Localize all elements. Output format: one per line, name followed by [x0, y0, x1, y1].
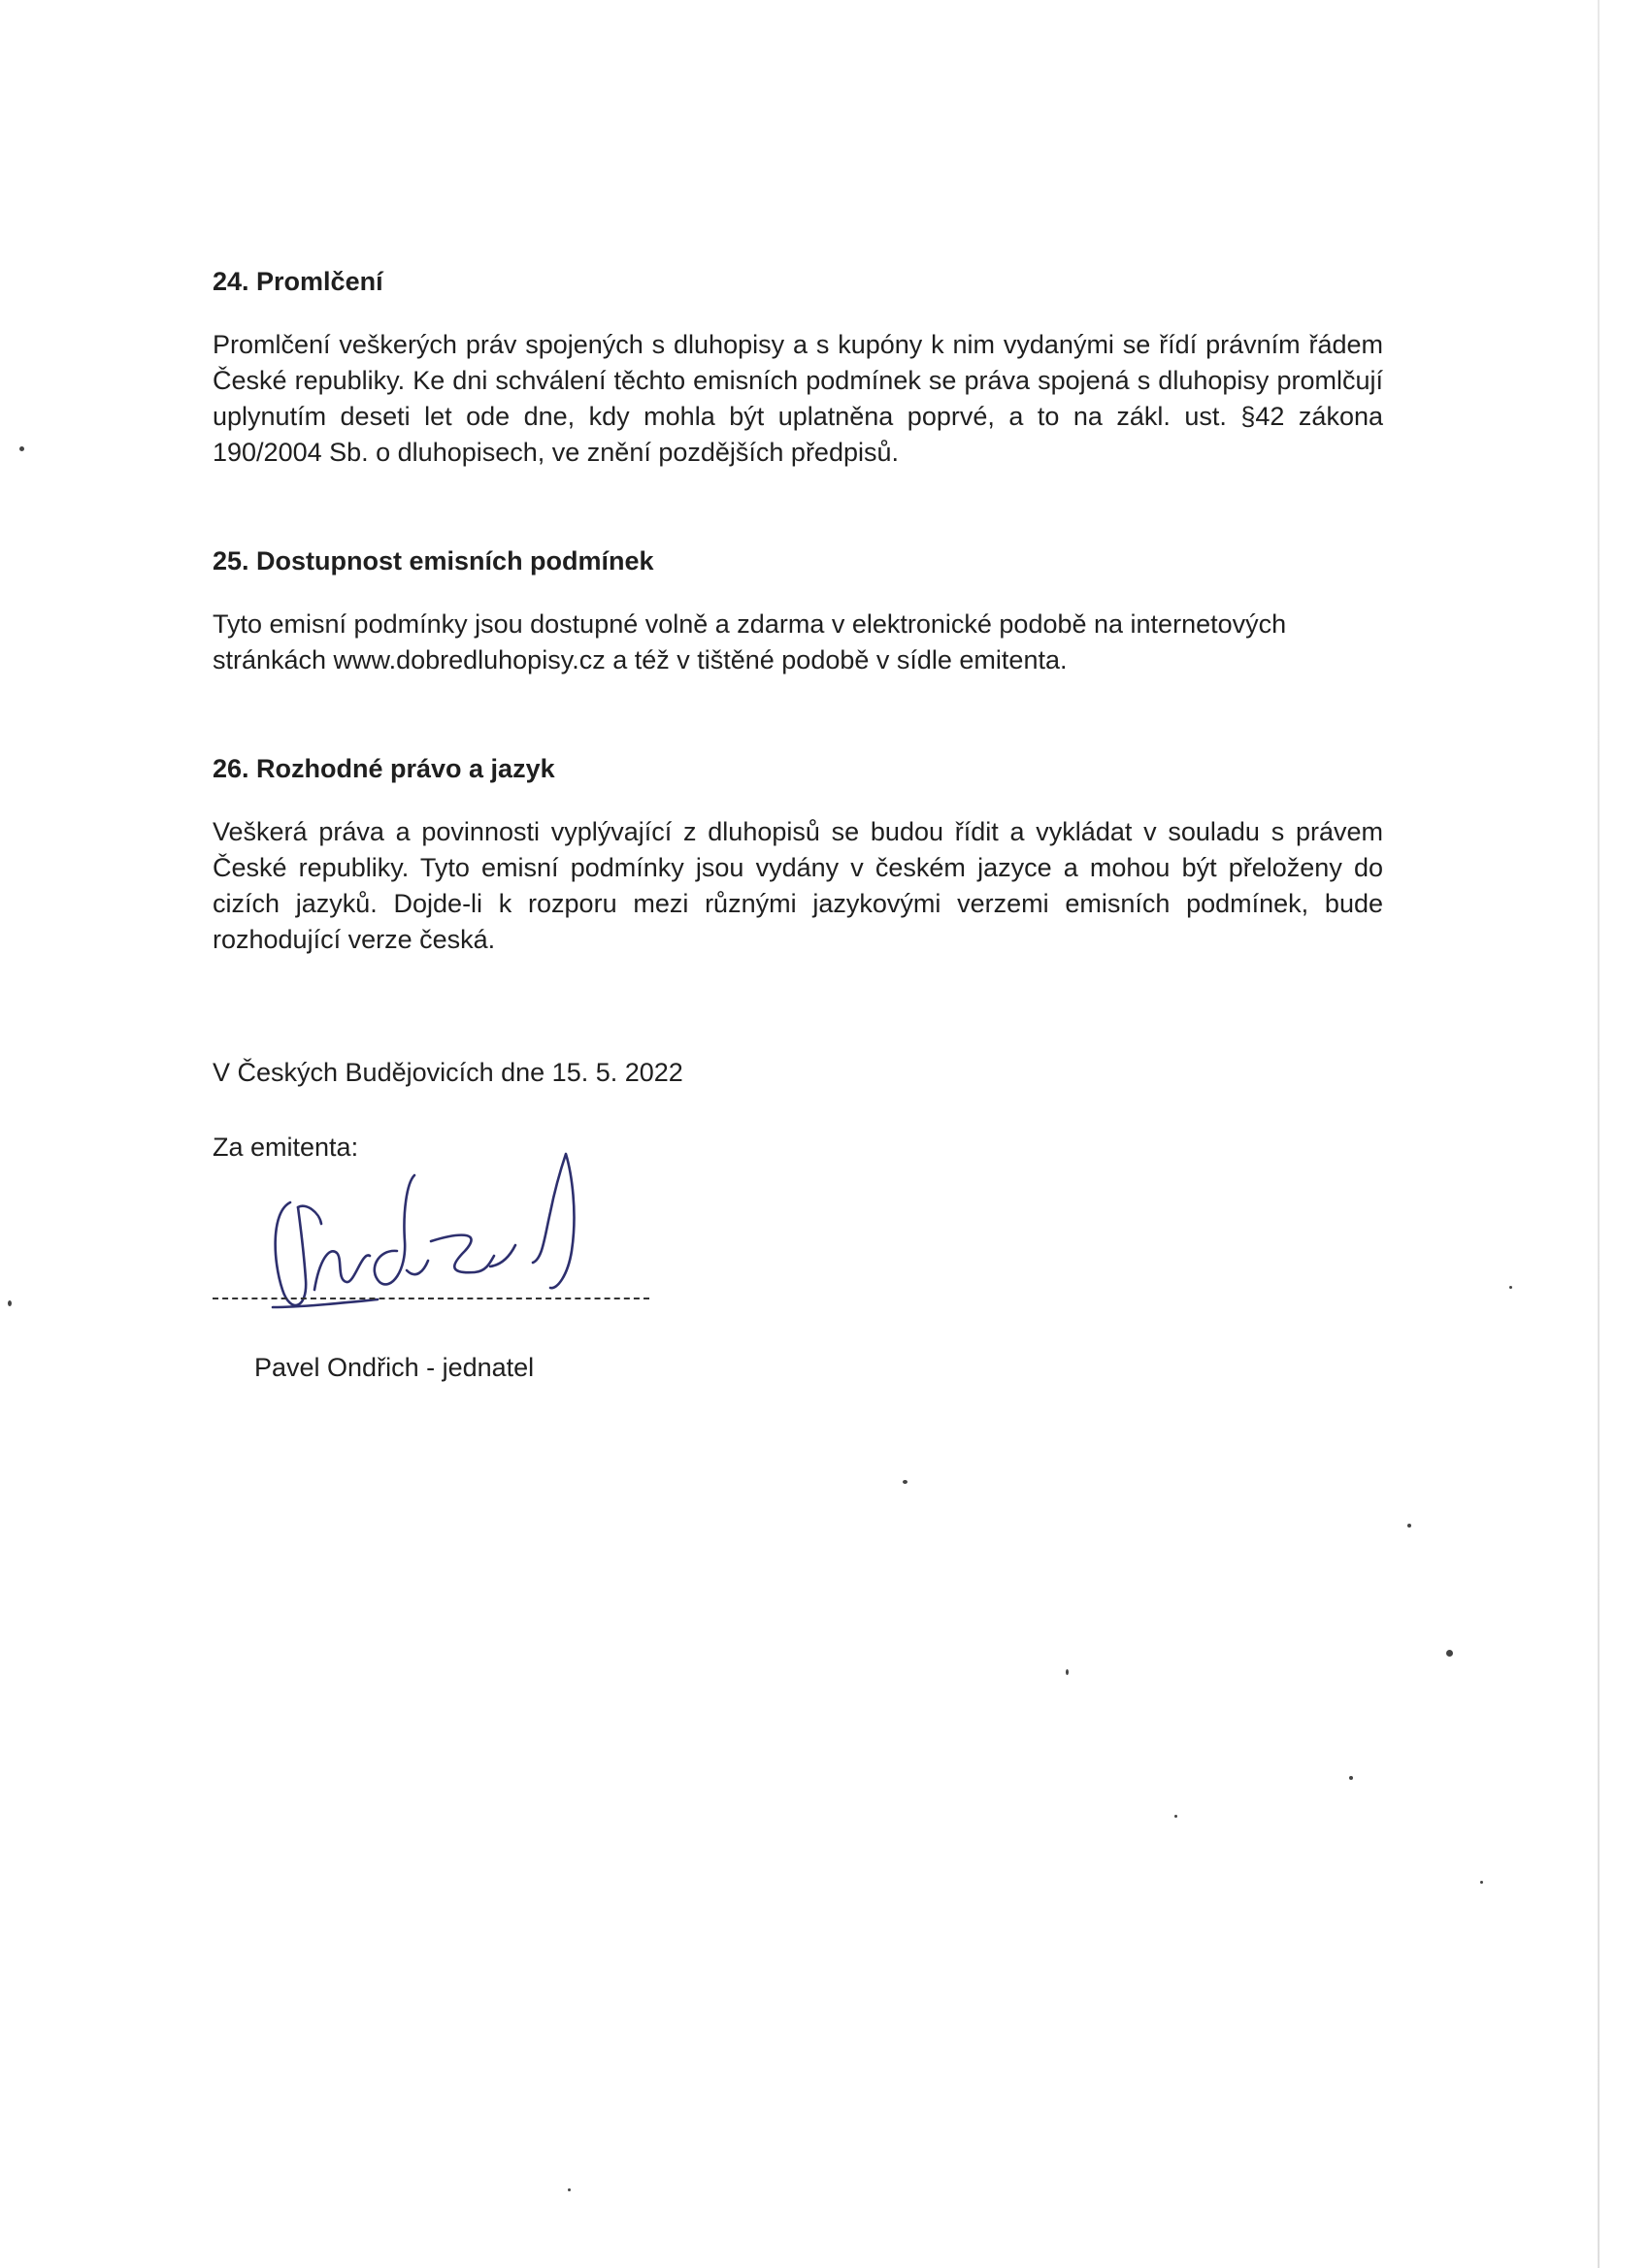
scan-speck — [1446, 1650, 1453, 1657]
scan-speck — [1480, 1881, 1483, 1884]
scan-speck — [568, 2188, 571, 2191]
scan-edge — [1598, 0, 1600, 2268]
scan-speck — [903, 1480, 908, 1484]
scan-speck — [1349, 1776, 1353, 1780]
document-content — [213, 264, 1383, 1418]
section-heading: 26. Rozhodné právo a jazyk — [213, 754, 555, 783]
signature-block — [213, 1166, 1383, 1418]
section-heading: 25. Dostupnost emisních podmínek — [213, 546, 654, 575]
scan-speck — [1407, 1524, 1411, 1528]
scan-speck — [1509, 1286, 1512, 1289]
scan-speck — [19, 446, 24, 451]
section-26 — [213, 751, 1383, 958]
section-body: Veškerá práva a povinnosti vyplývající z dluhopisů se budou řídit a vykládat v souladu s právem České republiky. Tyto emisní podmínky jsou vydány v českém jazyce a mohou být přeloženy do cizích jazyků. Dojde-li k rozporu mezi různými jazykovými verzemi emisních podmínek, bude rozhodující verze česká. — [213, 817, 1383, 954]
handwritten-signature — [261, 1144, 805, 1348]
section-body: Tyto emisní podmínky jsou dostupné volně a zdarma v elektronické podobě na internetových stránkách www.dobredluhopisy.cz a též v tištěné podobě v sídle emitenta. — [213, 609, 1287, 674]
section-24 — [213, 264, 1383, 471]
signature-line — [213, 1298, 649, 1299]
for-issuer-label: Za emitenta: — [213, 1133, 359, 1162]
scan-speck — [8, 1300, 12, 1306]
section-heading: 24. Promlčení — [213, 267, 383, 296]
scan-speck — [1174, 1815, 1177, 1818]
scan-speck — [1066, 1669, 1069, 1675]
signer-name: Pavel Ondřich - jednatel — [254, 1353, 535, 1382]
section-25 — [213, 543, 1383, 678]
section-body: Promlčení veškerých práv spojených s dluhopisy a s kupóny k nim vydanými se řídí právním řádem České republiky. Ke dni schválení těchto emisních podmínek se práva spojená s dluhopisy promlčují uplynutím deseti let ode dne, kdy mohla být uplatněna poprvé, a to na zákl. ust. §42 zákona 190/2004 Sb. o dluhopisech, ve znění pozdějších předpisů. — [213, 330, 1383, 467]
place-date: V Českých Budějovicích dne 15. 5. 2022 — [213, 1058, 683, 1087]
